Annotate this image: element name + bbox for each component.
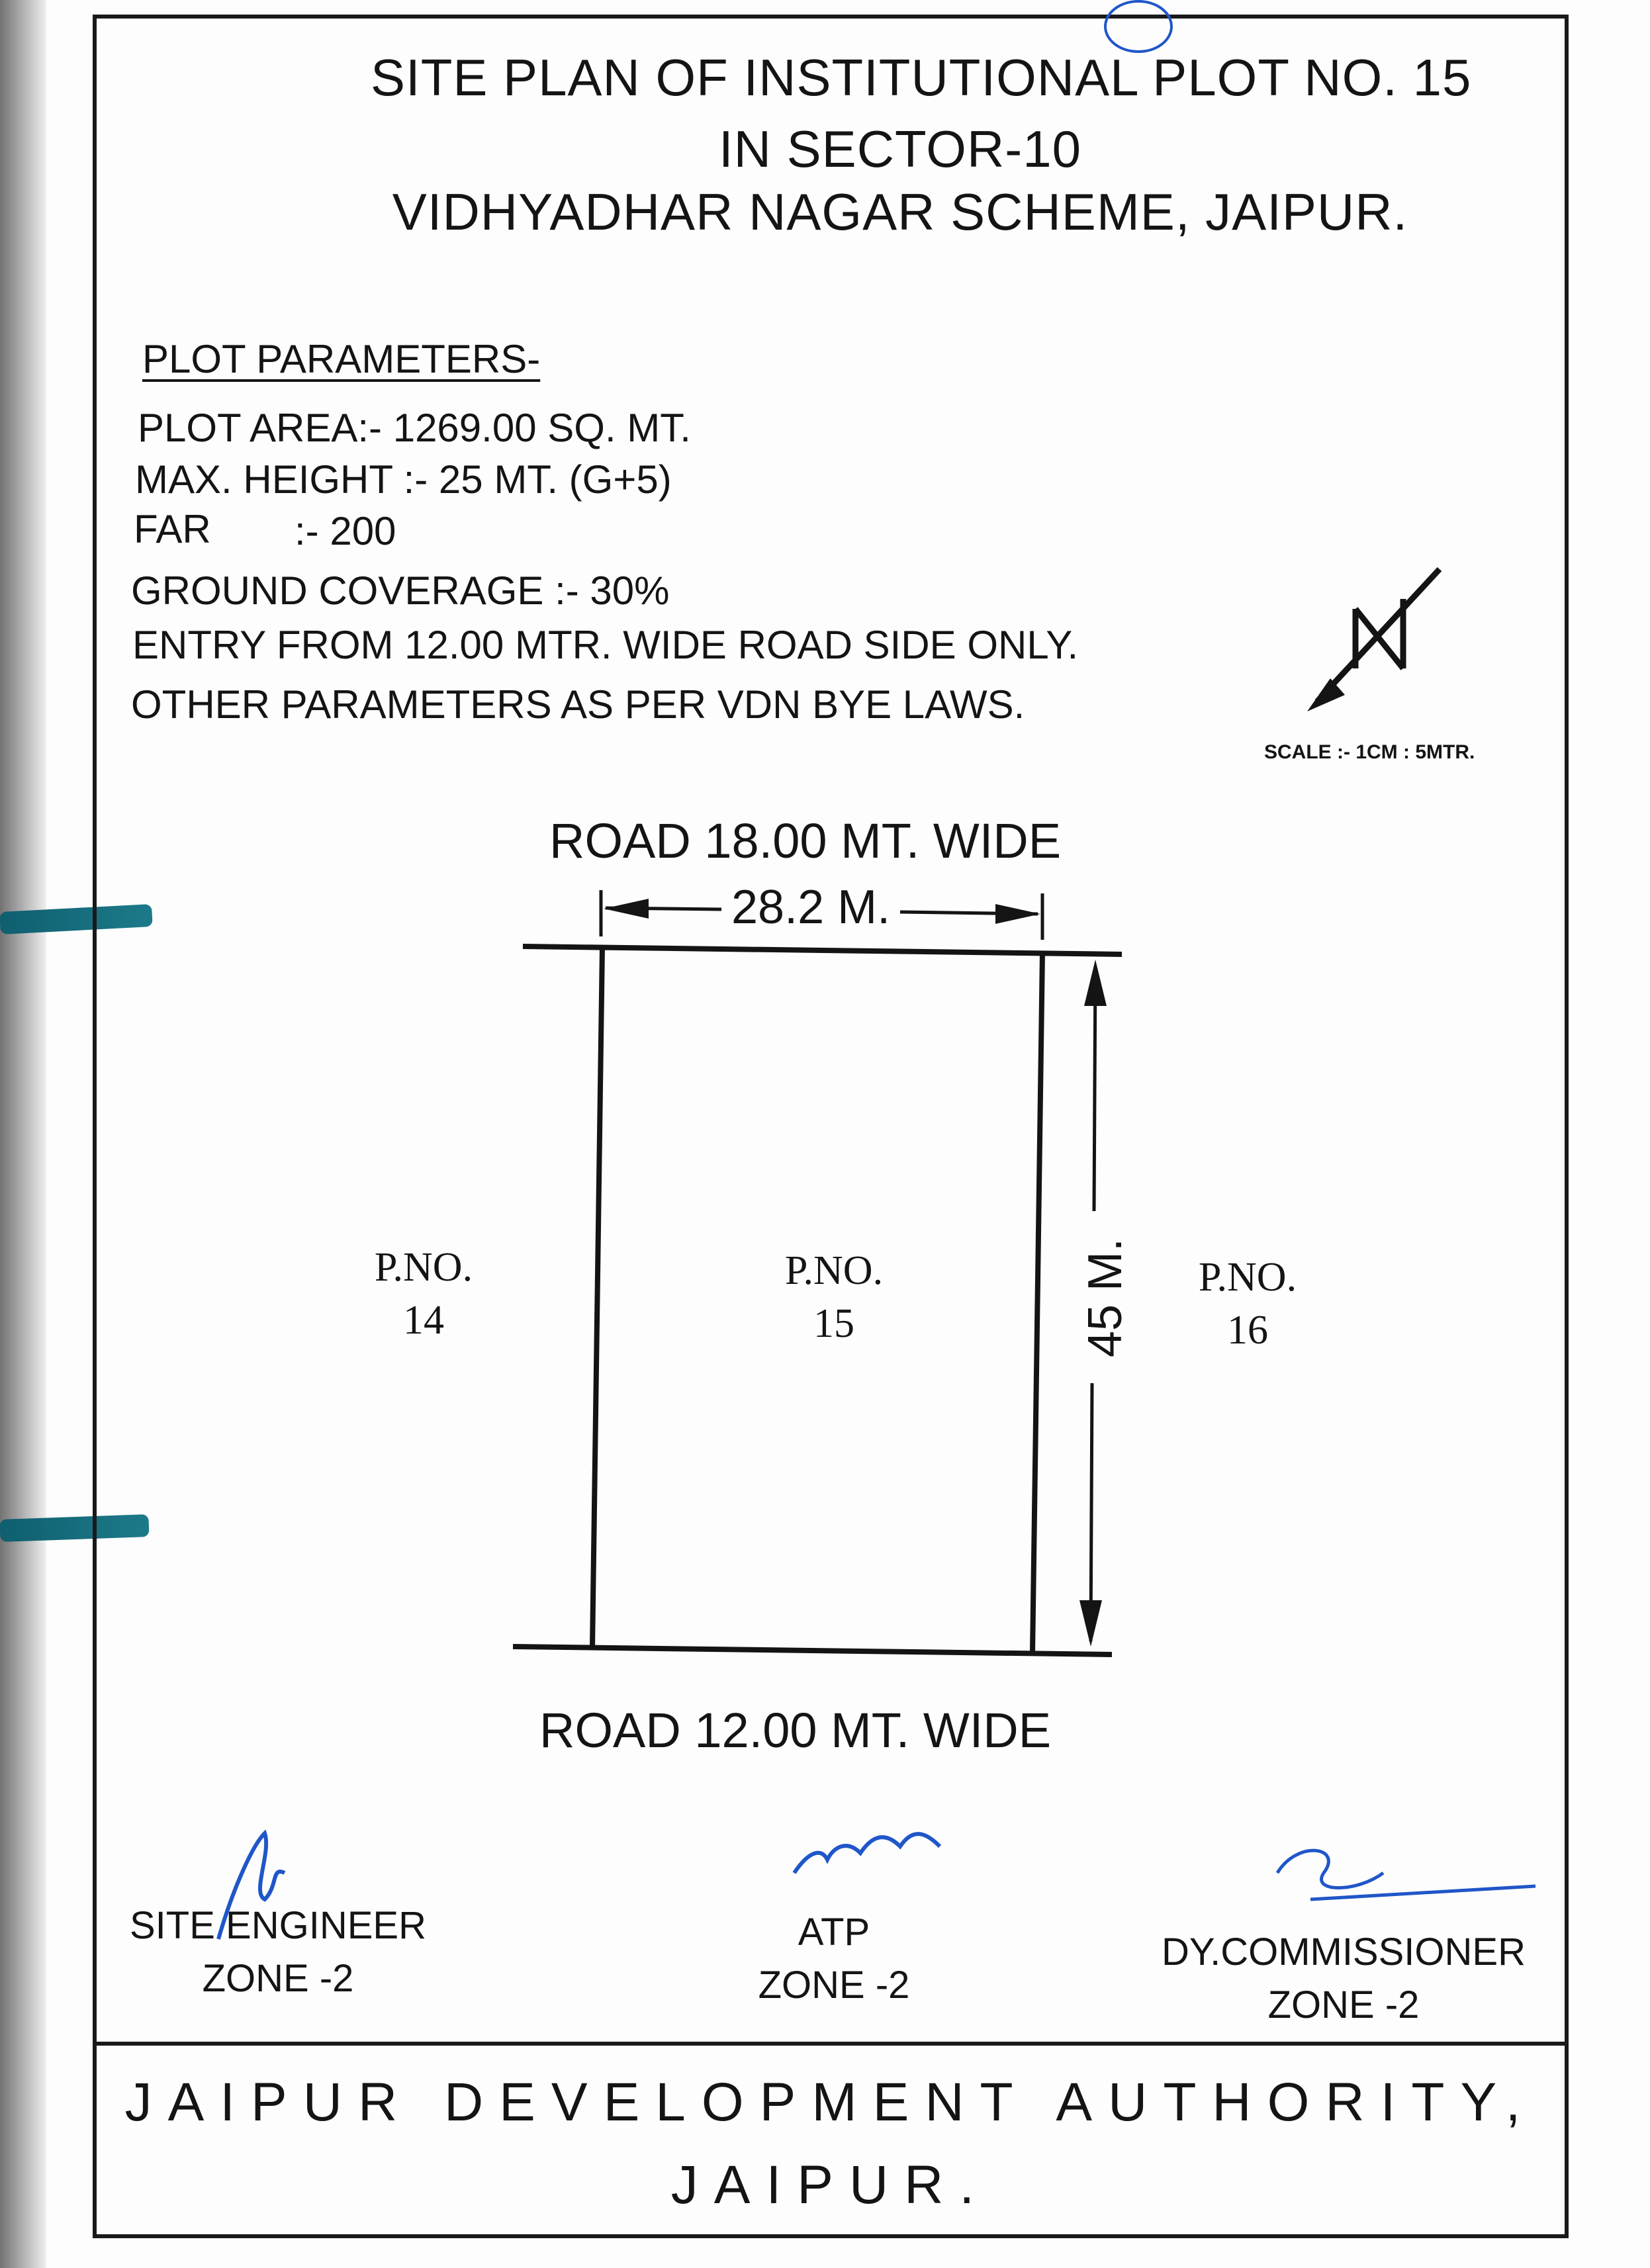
scale-note: SCALE :- 1CM : 5MTR.: [1264, 741, 1475, 763]
width-dimension-label: 28.2 M.: [731, 881, 891, 934]
plot-16-label: [1175, 1251, 1320, 1357]
signatory-atp: [682, 1906, 986, 2012]
title-line-3: VIDHYADHAR NAGAR SCHEME, JAIPUR.: [392, 183, 1408, 241]
entry-note: ENTRY FROM 12.00 MTR. WIDE ROAD SIDE ONLY.: [132, 623, 1079, 667]
dy-commissioner-role: DY.COMMISSIONER: [1161, 1930, 1526, 1973]
plot-15-prefix: P.NO.: [784, 1248, 884, 1293]
max-height: MAX. HEIGHT :- 25 MT. (G+5): [135, 457, 672, 502]
footer-divider: [93, 2042, 1569, 2046]
far-value: :- 200: [295, 509, 396, 553]
authority-name: JAIPUR DEVELOPMENT AUTHORITY,: [124, 2072, 1537, 2132]
plot-14-label: [357, 1241, 490, 1347]
plot-15-label: [755, 1244, 913, 1350]
title-line-1: SITE PLAN OF INSTITUTIONAL PLOT NO. 15: [371, 48, 1472, 107]
atp-role: ATP: [798, 1911, 870, 1954]
depth-dimension-label: 45 M.: [1079, 1238, 1132, 1358]
page-binding-shadow: [0, 0, 46, 2268]
plot-16-number: 16: [1227, 1308, 1268, 1353]
plot-area: PLOT AREA:- 1269.00 SQ. MT.: [138, 406, 691, 450]
plot-14-prefix: P.NO.: [374, 1245, 473, 1290]
plot-16-prefix: P.NO.: [1198, 1255, 1297, 1300]
site-engineer-zone: ZONE -2: [202, 1957, 354, 2000]
signatory-site-engineer: [119, 1899, 437, 2005]
parameters-heading: PLOT PARAMETERS-: [142, 337, 541, 381]
signatory-dy-commissioner: [1138, 1926, 1549, 2032]
far-label: FAR: [134, 507, 211, 551]
plot-15-number: 15: [813, 1301, 854, 1346]
site-engineer-role: SITE ENGINEER: [130, 1904, 426, 1947]
road-bottom-label: ROAD 12.00 MT. WIDE: [539, 1703, 1052, 1758]
authority-city: JAIPUR.: [670, 2155, 991, 2215]
other-parameters-note: OTHER PARAMETERS AS PER VDN BYE LAWS.: [131, 682, 1025, 727]
dy-commissioner-zone: ZONE -2: [1267, 1983, 1420, 2026]
road-top-label: ROAD 18.00 MT. WIDE: [549, 813, 1062, 868]
ground-coverage: GROUND COVERAGE :- 30%: [131, 568, 670, 613]
plot-14-number: 14: [403, 1298, 444, 1343]
atp-zone: ZONE -2: [758, 1964, 910, 2007]
title-line-2: IN SECTOR-10: [718, 120, 1082, 178]
